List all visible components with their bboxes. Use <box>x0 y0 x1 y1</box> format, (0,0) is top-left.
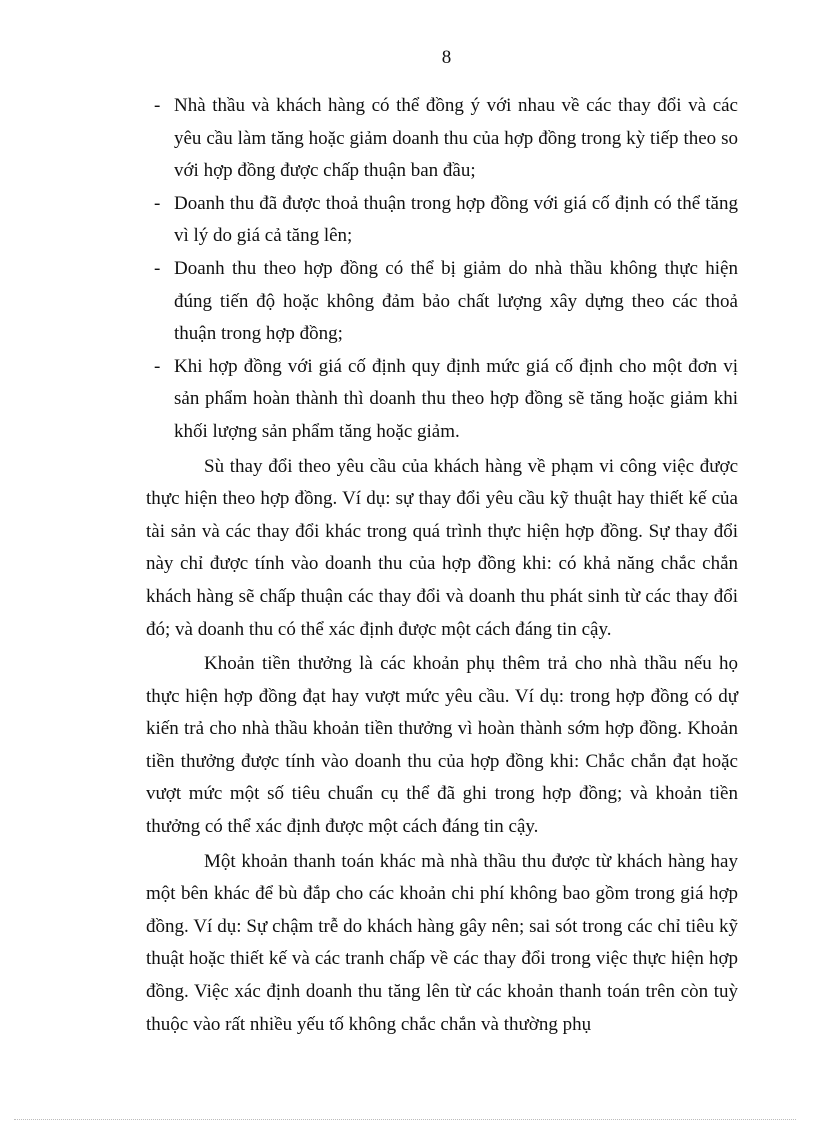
page-bottom-divider <box>14 1119 796 1120</box>
list-item <box>146 188 738 253</box>
paragraph: Một khoản thanh toán khác mà nhà thầu thu được từ khách hàng hay một bên khác để bù đắp cho các khoản chi phí không bao gồm trong giá hợp đồng. Ví dụ: Sự chậm trễ do khách hàng gây nên; sai sót trong các chỉ tiêu kỹ thuật hoặc thiết kế và các tranh chấp về các thay đổi trong việc thực hiện hợp đồng. Việc xác định doanh thu tăng lên từ các khoản thanh toán trên còn tuỳ thuộc vào rất nhiều yếu tố không chắc chắn và thường phụ <box>146 850 738 1035</box>
list-item-text: Khi hợp đồng với giá cố định quy định mức giá cố định cho một đơn vị sản phẩm hoàn thành thì doanh thu theo hợp đồng sẽ tăng hoặc giảm khi khối lượng sản phẩm tăng hoặc giảm. <box>174 355 738 442</box>
list-item <box>146 90 738 188</box>
list-item-text: Doanh thu theo hợp đồng có thể bị giảm do nhà thầu không thực hiện đúng tiến độ hoặc không đảm bảo chất lượng xây dựng theo các thoả thuận trong hợp đồng; <box>174 257 738 345</box>
paragraph: Sù thay đổi theo yêu cầu của khách hàng về phạm vi công việc được thực hiện theo hợp đồng. Ví dụ: sự thay đổi yêu cầu kỹ thuật hay thiết kế của tài sản và các thay đổi khác trong quá trình thực hiện hợp đồng. Sự thay đổi này chỉ được tính vào doanh thu của hợp đồng khi: có khả năng chắc chắn khách hàng sẽ chấp thuận các thay đổi và doanh thu phát sinh từ các thay đổi đó; và doanh thu có thể xác định được một cách đáng tin cậy. <box>146 455 738 640</box>
list-item <box>146 253 738 351</box>
paragraph: Khoản tiền thưởng là các khoản phụ thêm trả cho nhà thầu nếu họ thực hiện hợp đồng đạt hay vượt mức yêu cầu. Ví dụ: trong hợp đồng có dự kiến trả cho nhà thầu khoản tiền thưởng vì hoàn thành sớm hợp đồng. Khoản tiền thưởng được tính vào doanh thu của hợp đồng khi: Chắc chắn đạt hoặc vượt mức một số tiêu chuẩn cụ thể đã ghi trong hợp đồng; và khoản tiền thưởng có thể xác định được một cách đáng tin cậy. <box>146 653 738 838</box>
page-number: 8 <box>441 47 452 68</box>
list-item-text: Nhà thầu và khách hàng có thể đồng ý với nhau về các thay đổi và các yêu cầu làm tăng hoặc giảm doanh thu của hợp đồng trong kỳ tiếp theo so với hợp đồng được chấp thuận ban đầu; <box>174 95 738 182</box>
bullet-dash: - <box>154 192 161 214</box>
bullet-dash: - <box>154 95 161 116</box>
bullet-dash: - <box>154 355 161 377</box>
document-body <box>146 90 738 1041</box>
list-item-text: Doanh thu đã được thoả thuận trong hợp đồng với giá cố định có thể tăng vì lý do giá cả tăng lên; <box>174 192 738 247</box>
bullet-dash: - <box>154 257 161 279</box>
list-item <box>146 351 738 449</box>
